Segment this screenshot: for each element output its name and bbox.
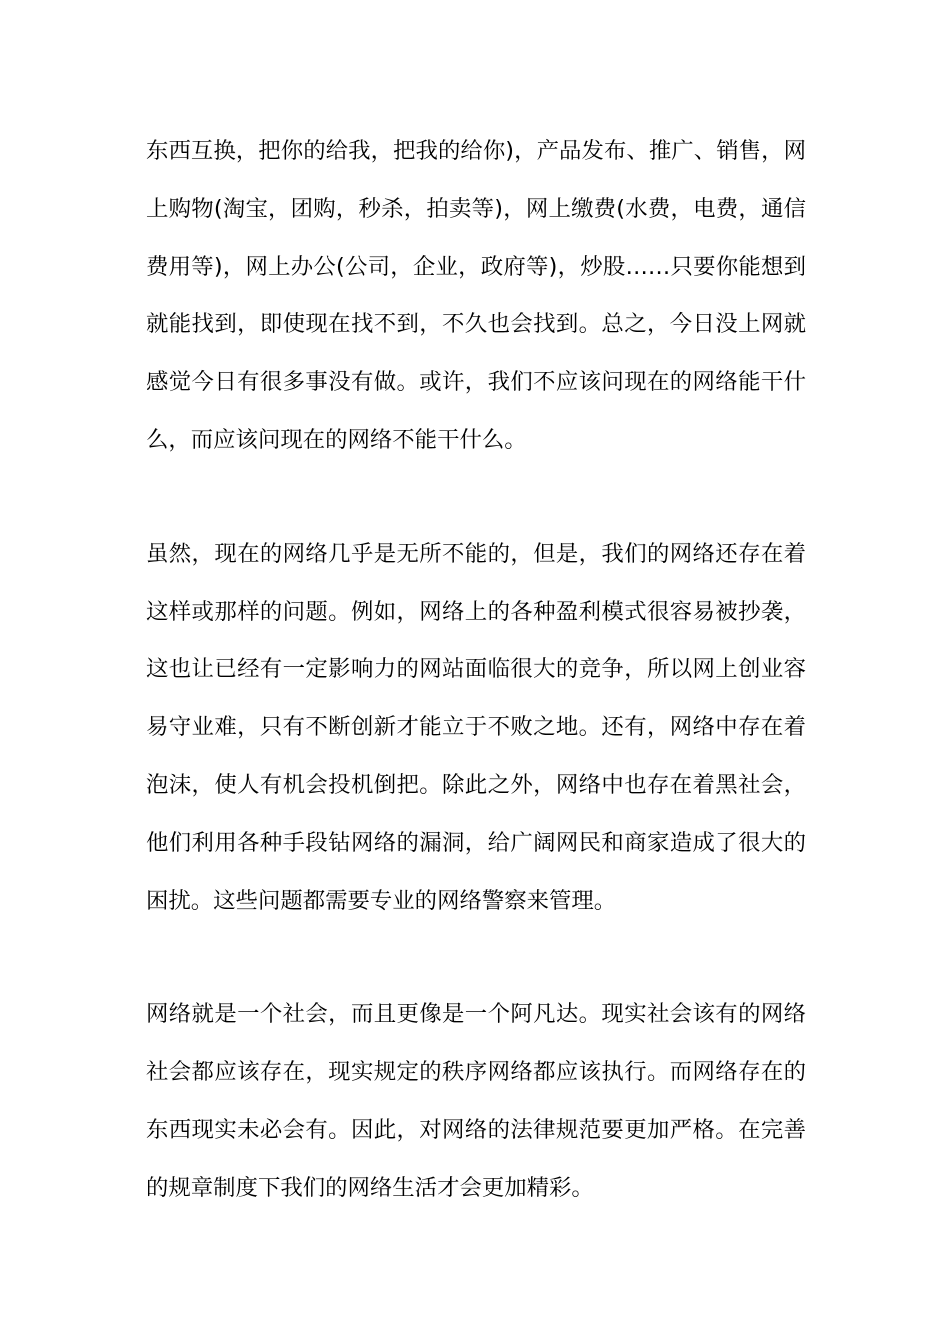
document-body [146, 123, 806, 1218]
paragraph-uses-of-network: 东西互换，把你的给我，把我的给你)，产品发布、推广、销售，网上购物(淘宝，团购，秒杀，拍卖等)，网上缴费(水费，电费，通信费用等)，网上办公(公司，企业，政府等)，炒股……只要你能想到就能找到，即使现在找不到，不久也会找到。总之，今日没上网就感觉今日有很多事没有做。或许，我们不应该问现在的网络能干什么，而应该问现在的网络不能干什么。 [146, 138, 806, 453]
paragraph-network-problems: 虽然，现在的网络几乎是无所不能的，但是，我们的网络还存在着这样或那样的问题。例如，网络上的各种盈利模式很容易被抄袭，这也让已经有一定影响力的网站面临很大的竞争，所以网上创业容易守业难，只有不断创新才能立于不败之地。还有，网络中存在着泡沫，使人有机会投机倒把。除此之外，网络中也存在着黑社会，他们利用各种手段钻网络的漏洞，给广阔网民和商家造成了很大的困扰。这些问题都需要专业的网络警察来管理。 [146, 540, 806, 914]
paragraph-network-society: 网络就是一个社会，而且更像是一个阿凡达。现实社会该有的网络社会都应该存在，现实规定的秩序网络都应该执行。而网络存在的东西现实未必会有。因此，对网络的法律规范要更加严格。在完善的规章制度下我们的网络生活才会更加精彩。 [146, 1001, 806, 1201]
